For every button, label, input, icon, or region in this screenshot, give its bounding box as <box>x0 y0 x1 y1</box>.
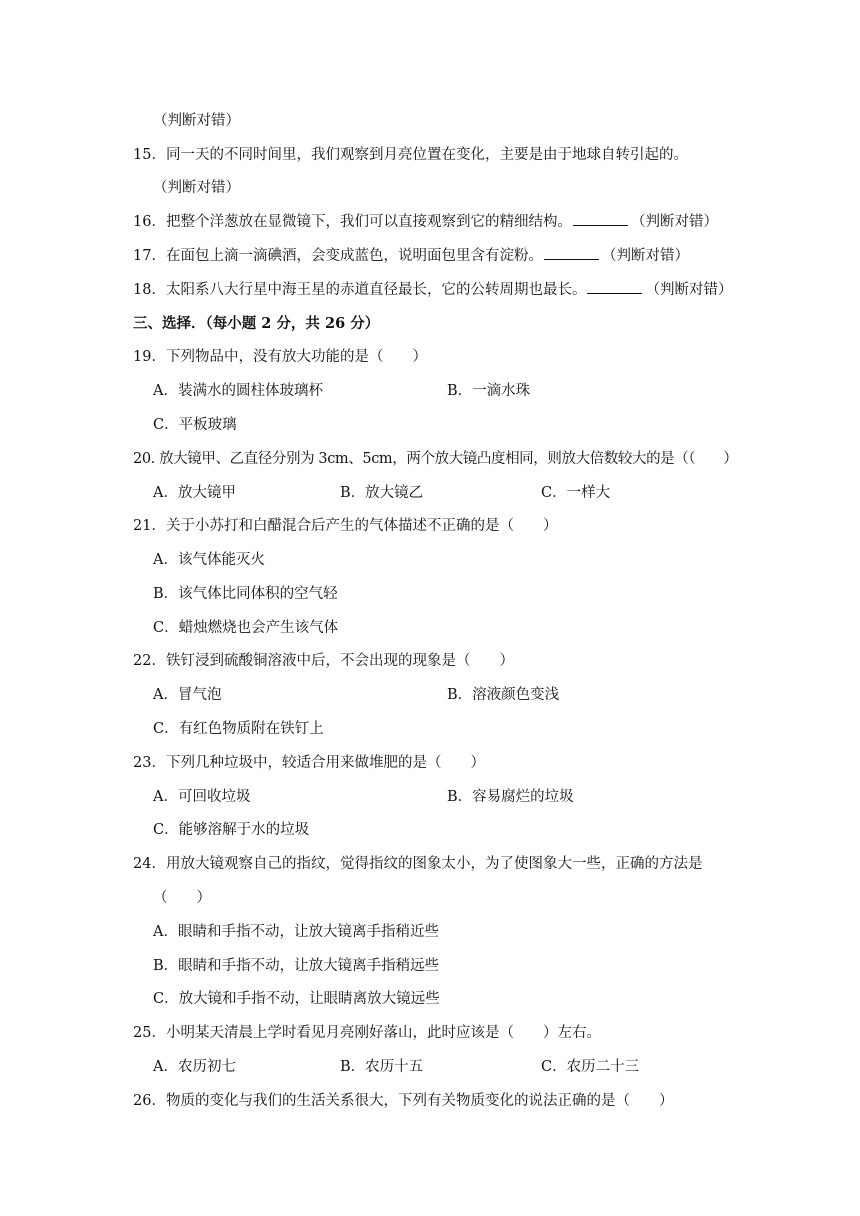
question-24-paren: （ ） <box>153 890 211 906</box>
answer-blank <box>573 212 628 226</box>
question-19: 19．下列物品中，没有放大功能的是（ ） <box>133 349 427 365</box>
question-17-tail: （判断对错） <box>601 248 689 264</box>
question-26: 26．物质的变化与我们的生活关系很大，下列有关物质变化的说法正确的是（ ） <box>133 1093 674 1109</box>
q14-tail: （判断对错） <box>153 113 240 129</box>
q22-option-b: B．溶液颜色变浅 <box>447 687 560 703</box>
q25-option-c: C．农历二十三 <box>541 1059 640 1075</box>
q19-option-b: B．一滴水珠 <box>447 383 531 399</box>
q20-option-a: A．放大镜甲 <box>153 485 236 501</box>
question-17 <box>133 246 689 266</box>
section-heading: 三、选择．（每小题 2 分，共 26 分） <box>133 315 380 332</box>
question-15: 15．同一天的不同时间里，我们观察到月亮位置在变化，主要是由于地球自转引起的。 <box>133 147 688 163</box>
answer-blank <box>587 280 642 294</box>
q21-option-c: C．蜡烛燃烧也会产生该气体 <box>153 620 339 636</box>
q24-option-c: C．放大镜和手指不动，让眼睛离放大镜远些 <box>153 991 440 1007</box>
q19-option-a: A．装满水的圆柱体玻璃杯 <box>153 383 323 399</box>
q19-option-c: C．平板玻璃 <box>153 417 237 433</box>
question-22: 22．铁钉浸到硫酸铜溶液中后，不会出现的现象是（ ） <box>133 653 514 669</box>
question-18-tail: （判断对错） <box>645 282 733 298</box>
q20-option-b: B．放大镜乙 <box>340 485 424 501</box>
q23-option-b: B．容易腐烂的垃圾 <box>447 789 574 805</box>
question-15-tail: （判断对错） <box>153 180 240 196</box>
question-23: 23．下列几种垃圾中，较适合用来做堆肥的是（ ） <box>133 755 485 771</box>
question-20: 20. 放大镜甲、乙直径分别为 3cm、5cm，两个放大镜凸度相同，则放大倍数较大的是（（ ） <box>133 451 738 467</box>
question-25: 25．小明某天清晨上学时看见月亮刚好落山，此时应该是（ ）左右。 <box>133 1025 601 1041</box>
question-16-text: 16．把整个洋葱放在显微镜下，我们可以直接观察到它的精细结构。 <box>133 214 572 230</box>
question-21: 21．关于小苏打和白醋混合后产生的气体描述不正确的是（ ） <box>133 518 558 534</box>
question-17-text: 17．在面包上滴一滴碘酒，会变成蓝色，说明面包里含有淀粉。 <box>133 248 543 264</box>
q22-option-a: A．冒气泡 <box>153 687 222 703</box>
q25-option-a: A．农历初七 <box>153 1059 236 1075</box>
q24-option-b: B．眼睛和手指不动，让放大镜离手指稍远些 <box>153 958 440 974</box>
question-24: 24．用放大镜观察自己的指纹，觉得指纹的图象太小，为了使图象大一些，正确的方法是 <box>133 856 703 872</box>
q25-option-b: B．农历十五 <box>340 1059 424 1075</box>
question-18-text: 18．太阳系八大行星中海王星的赤道直径最长，它的公转周期也最长。 <box>133 282 587 298</box>
q23-option-c: C．能够溶解于水的垃圾 <box>153 822 310 838</box>
question-18 <box>133 280 732 300</box>
answer-blank <box>544 246 599 260</box>
q21-option-a: A．该气体能灭火 <box>153 552 265 568</box>
q20-option-c: C．一样大 <box>541 485 611 501</box>
question-16 <box>133 212 718 232</box>
q23-option-a: A．可回收垃圾 <box>153 789 251 805</box>
q24-option-a: A．眼睛和手指不动，让放大镜离手指稍近些 <box>153 924 439 940</box>
question-16-tail: （判断对错） <box>630 214 718 230</box>
q22-option-c: C．有红色物质附在铁钉上 <box>153 721 324 737</box>
q21-option-b: B．该气体比同体积的空气轻 <box>153 586 338 602</box>
